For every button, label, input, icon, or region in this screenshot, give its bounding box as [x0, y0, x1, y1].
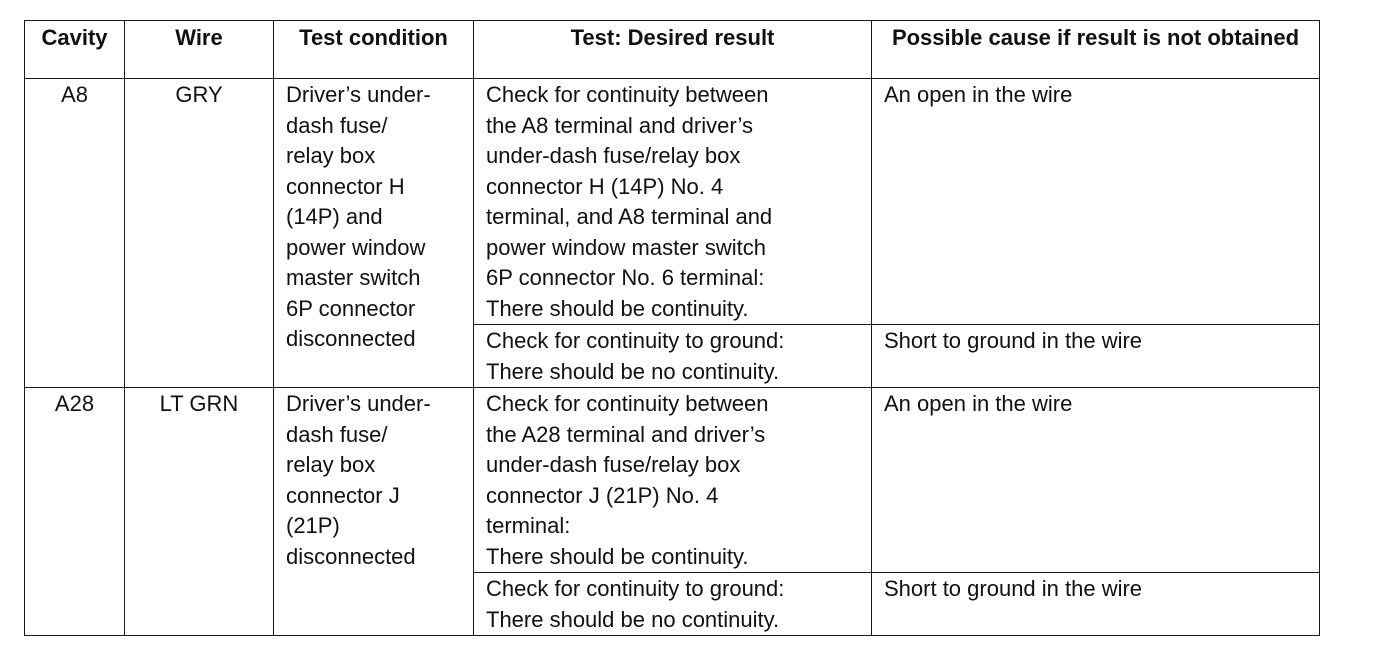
desired-result-cell: Check for continuity to ground: There should be no continuity.	[474, 573, 872, 636]
cavity-cell: A28	[25, 388, 125, 636]
header-test-condition: Test condition	[274, 21, 474, 79]
wire-test-table	[24, 20, 1320, 636]
wire-color-cell: LT GRN	[125, 388, 274, 636]
header-possible-cause: Possible cause if result is not obtained	[872, 21, 1320, 79]
test-condition-cell: Driver’s under- dash fuse/ relay box connector H (14P) and power window master switch 6P connector disconnected	[274, 79, 474, 388]
desired-result-cell: Check for continuity between the A28 terminal and driver’s under-dash fuse/relay box connector J (21P) No. 4 terminal: There should be continuity.	[474, 388, 872, 573]
cavity-cell: A8	[25, 79, 125, 388]
table-body	[25, 79, 1320, 636]
table-header	[25, 21, 1320, 79]
possible-cause-cell: An open in the wire	[872, 79, 1320, 325]
table-row-a8-open	[25, 79, 1320, 325]
header-cavity: Cavity	[25, 21, 125, 79]
table-row-a28-open	[25, 388, 1320, 573]
possible-cause-cell: Short to ground in the wire	[872, 325, 1320, 388]
possible-cause-cell: An open in the wire	[872, 388, 1320, 573]
header-desired-result: Test: Desired result	[474, 21, 872, 79]
desired-result-cell: Check for continuity to ground: There should be no continuity.	[474, 325, 872, 388]
desired-result-cell: Check for continuity between the A8 terminal and driver’s under-dash fuse/relay box connector H (14P) No. 4 terminal, and A8 terminal and power window master switch 6P connector No. 6 terminal: There should be continuity.	[474, 79, 872, 325]
header-row	[25, 21, 1320, 79]
wire-color-cell: GRY	[125, 79, 274, 388]
possible-cause-cell: Short to ground in the wire	[872, 573, 1320, 636]
test-condition-cell: Driver’s under- dash fuse/ relay box connector J (21P) disconnected	[274, 388, 474, 636]
header-wire: Wire	[125, 21, 274, 79]
